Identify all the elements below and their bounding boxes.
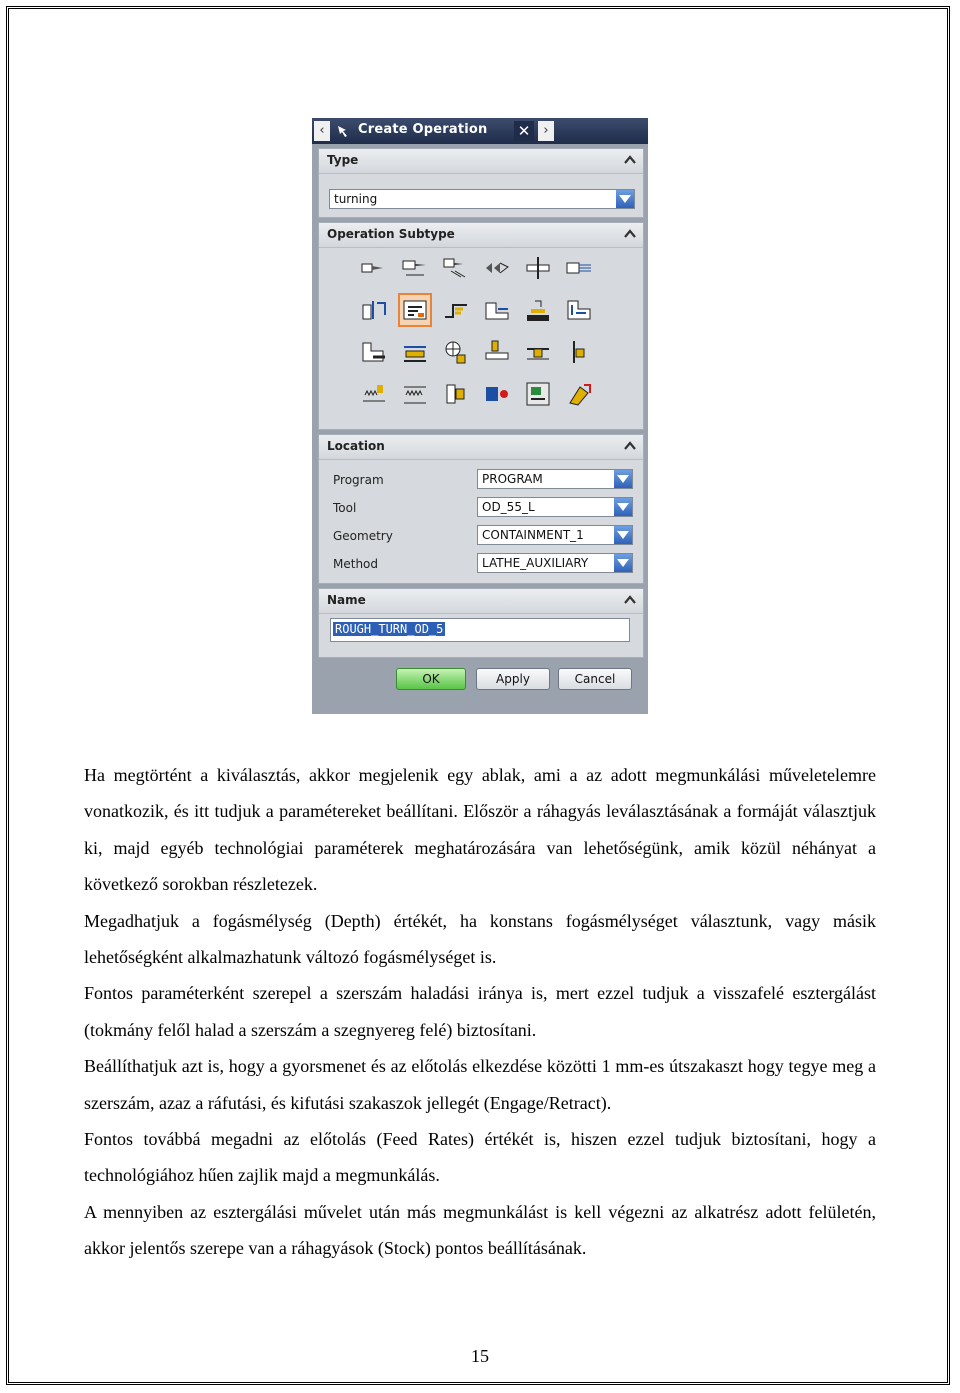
location-section-header[interactable] xyxy=(319,435,643,460)
body-text xyxy=(84,757,876,1267)
teach-mode-icon[interactable] xyxy=(441,337,471,367)
name-section-header[interactable] xyxy=(319,589,643,614)
type-section-header[interactable] xyxy=(319,149,643,174)
lathe-user-icon[interactable] xyxy=(523,379,553,409)
apply-button[interactable]: Apply xyxy=(476,668,550,690)
create-operation-dialog xyxy=(312,118,648,714)
operation-name-input[interactable] xyxy=(330,618,630,642)
geometry-select[interactable] xyxy=(477,525,633,545)
chevron-up-icon[interactable] xyxy=(623,153,637,167)
finish-turn-od-icon[interactable] xyxy=(564,295,594,325)
operation-name-value: ROUGH_TURN_OD_5 xyxy=(335,622,444,636)
close-icon[interactable]: ✕ xyxy=(514,121,534,141)
chevron-right-icon[interactable]: › xyxy=(538,121,554,141)
paragraph: A mennyiben az esztergálási művelet után más megmunkálást is kell végezni az alkatrész adott felületén, akkor jelentős szerepe van a ráhagyások (Stock) pontos beállításának. xyxy=(84,1201,876,1259)
groove-face-icon[interactable] xyxy=(564,337,594,367)
program-label: Program xyxy=(333,473,384,487)
program-select[interactable] xyxy=(477,469,633,489)
rough-bore-id-icon[interactable] xyxy=(482,295,512,325)
centerline-tapping-icon[interactable] xyxy=(564,253,594,283)
chevron-down-icon[interactable] xyxy=(614,526,632,544)
page-number: 15 xyxy=(471,1346,489,1366)
method-label: Method xyxy=(333,557,379,571)
centerline-break-chip-icon[interactable] xyxy=(482,253,512,283)
centerline-spot-drill-icon[interactable] xyxy=(359,253,389,283)
method-select-value: LATHE_AUXILIARY xyxy=(482,556,589,570)
chevron-left-icon[interactable]: ‹ xyxy=(314,121,330,141)
ok-button[interactable]: OK xyxy=(396,668,466,690)
program-select-value: PROGRAM xyxy=(482,472,543,486)
tool-select-value: OD_55_L xyxy=(482,500,535,514)
chevron-down-icon[interactable] xyxy=(614,498,632,516)
centerline-peck-drill-icon[interactable] xyxy=(441,253,471,283)
thread-od-icon[interactable] xyxy=(359,379,389,409)
cancel-button[interactable]: Cancel xyxy=(558,668,632,690)
groove-od-icon[interactable] xyxy=(482,337,512,367)
geometry-label: Geometry xyxy=(333,529,393,543)
cutting-insert-icon[interactable] xyxy=(564,379,594,409)
centerline-drill-icon[interactable] xyxy=(400,253,430,283)
facing-icon[interactable] xyxy=(359,295,389,325)
name-section-title: Name xyxy=(327,593,366,607)
rough-back-bore-icon[interactable] xyxy=(523,295,553,325)
operation-subtype-title: Operation Subtype xyxy=(327,227,455,241)
paragraph: Beállíthatjuk azt is, hogy a gyorsmenet és az előtolás elkezdése közötti 1 mm-es útszakaszt hogy tegye meg a szerszám, azaz a ráfutási, és kifutási szakaszok jellegét (Engage/Retract). xyxy=(84,1056,876,1113)
rough-back-turn-icon[interactable] xyxy=(441,295,471,325)
paragraph: Fontos paraméterként szerepel a szerszám haladási iránya is, mert ezzel tudjuk a visszafelé esztergálást (tokmány felől halad a szerszám a szegnyereg felé) biztosítani. xyxy=(84,983,876,1040)
operation-subtype-section xyxy=(318,222,644,430)
operation-subtype-grid xyxy=(319,223,643,429)
tool-label: Tool xyxy=(333,501,357,515)
type-select[interactable] xyxy=(329,189,635,209)
geometry-select-value: CONTAINMENT_1 xyxy=(482,528,584,542)
lathe-control-icon[interactable] xyxy=(482,379,512,409)
type-section xyxy=(318,148,644,218)
location-section-title: Location xyxy=(327,439,385,453)
part-off-icon[interactable] xyxy=(441,379,471,409)
paragraph: Megadhatjuk a fogásmélység (Depth) értékét, ha konstans fogásmélységet választunk, vagy másik lehetőségként alkalmazhatunk változó fogásmélységet is. xyxy=(84,910,876,968)
dialog-titlebar[interactable] xyxy=(312,118,648,144)
type-section-title: Type xyxy=(327,153,359,167)
chevron-up-icon[interactable] xyxy=(623,439,637,453)
type-select-value: turning xyxy=(334,192,378,206)
method-select[interactable] xyxy=(477,553,633,573)
thread-id-icon[interactable] xyxy=(400,379,430,409)
dialog-title: Create Operation xyxy=(358,122,488,137)
location-section xyxy=(318,434,644,584)
finish-back-bore-icon[interactable] xyxy=(400,337,430,367)
chevron-up-icon[interactable] xyxy=(623,593,637,607)
finish-bore-id-icon[interactable] xyxy=(359,337,389,367)
paragraph: Fontos továbbá megadni az előtolás (Feed Rates) értékét is, hiszen ezzel tudjuk biztosítani, hogy a technológiához hűen zajlik majd a megmunkálás. xyxy=(84,1129,876,1186)
dialog-app-icon xyxy=(336,124,350,138)
chevron-down-icon[interactable] xyxy=(616,190,634,208)
centerline-reaming-icon[interactable] xyxy=(523,253,553,283)
chevron-down-icon[interactable] xyxy=(614,554,632,572)
groove-id-icon[interactable] xyxy=(523,337,553,367)
rough-turn-od-icon[interactable] xyxy=(400,295,430,325)
chevron-down-icon[interactable] xyxy=(614,470,632,488)
paragraph: Ha megtörtént a kiválasztás, akkor megjelenik egy ablak, ami a az adott megmunkálási műveletelemre vonatkozik, és itt tudjuk a paramétereket beállítani. Először a ráhagyás leválasztásának a formáját választjuk ki, majd egyéb technológiai paraméterek meghatározására van lehetőségünk, amik közül néhányat a következő sorokban részletezek. xyxy=(84,765,876,895)
tool-select[interactable] xyxy=(477,497,633,517)
